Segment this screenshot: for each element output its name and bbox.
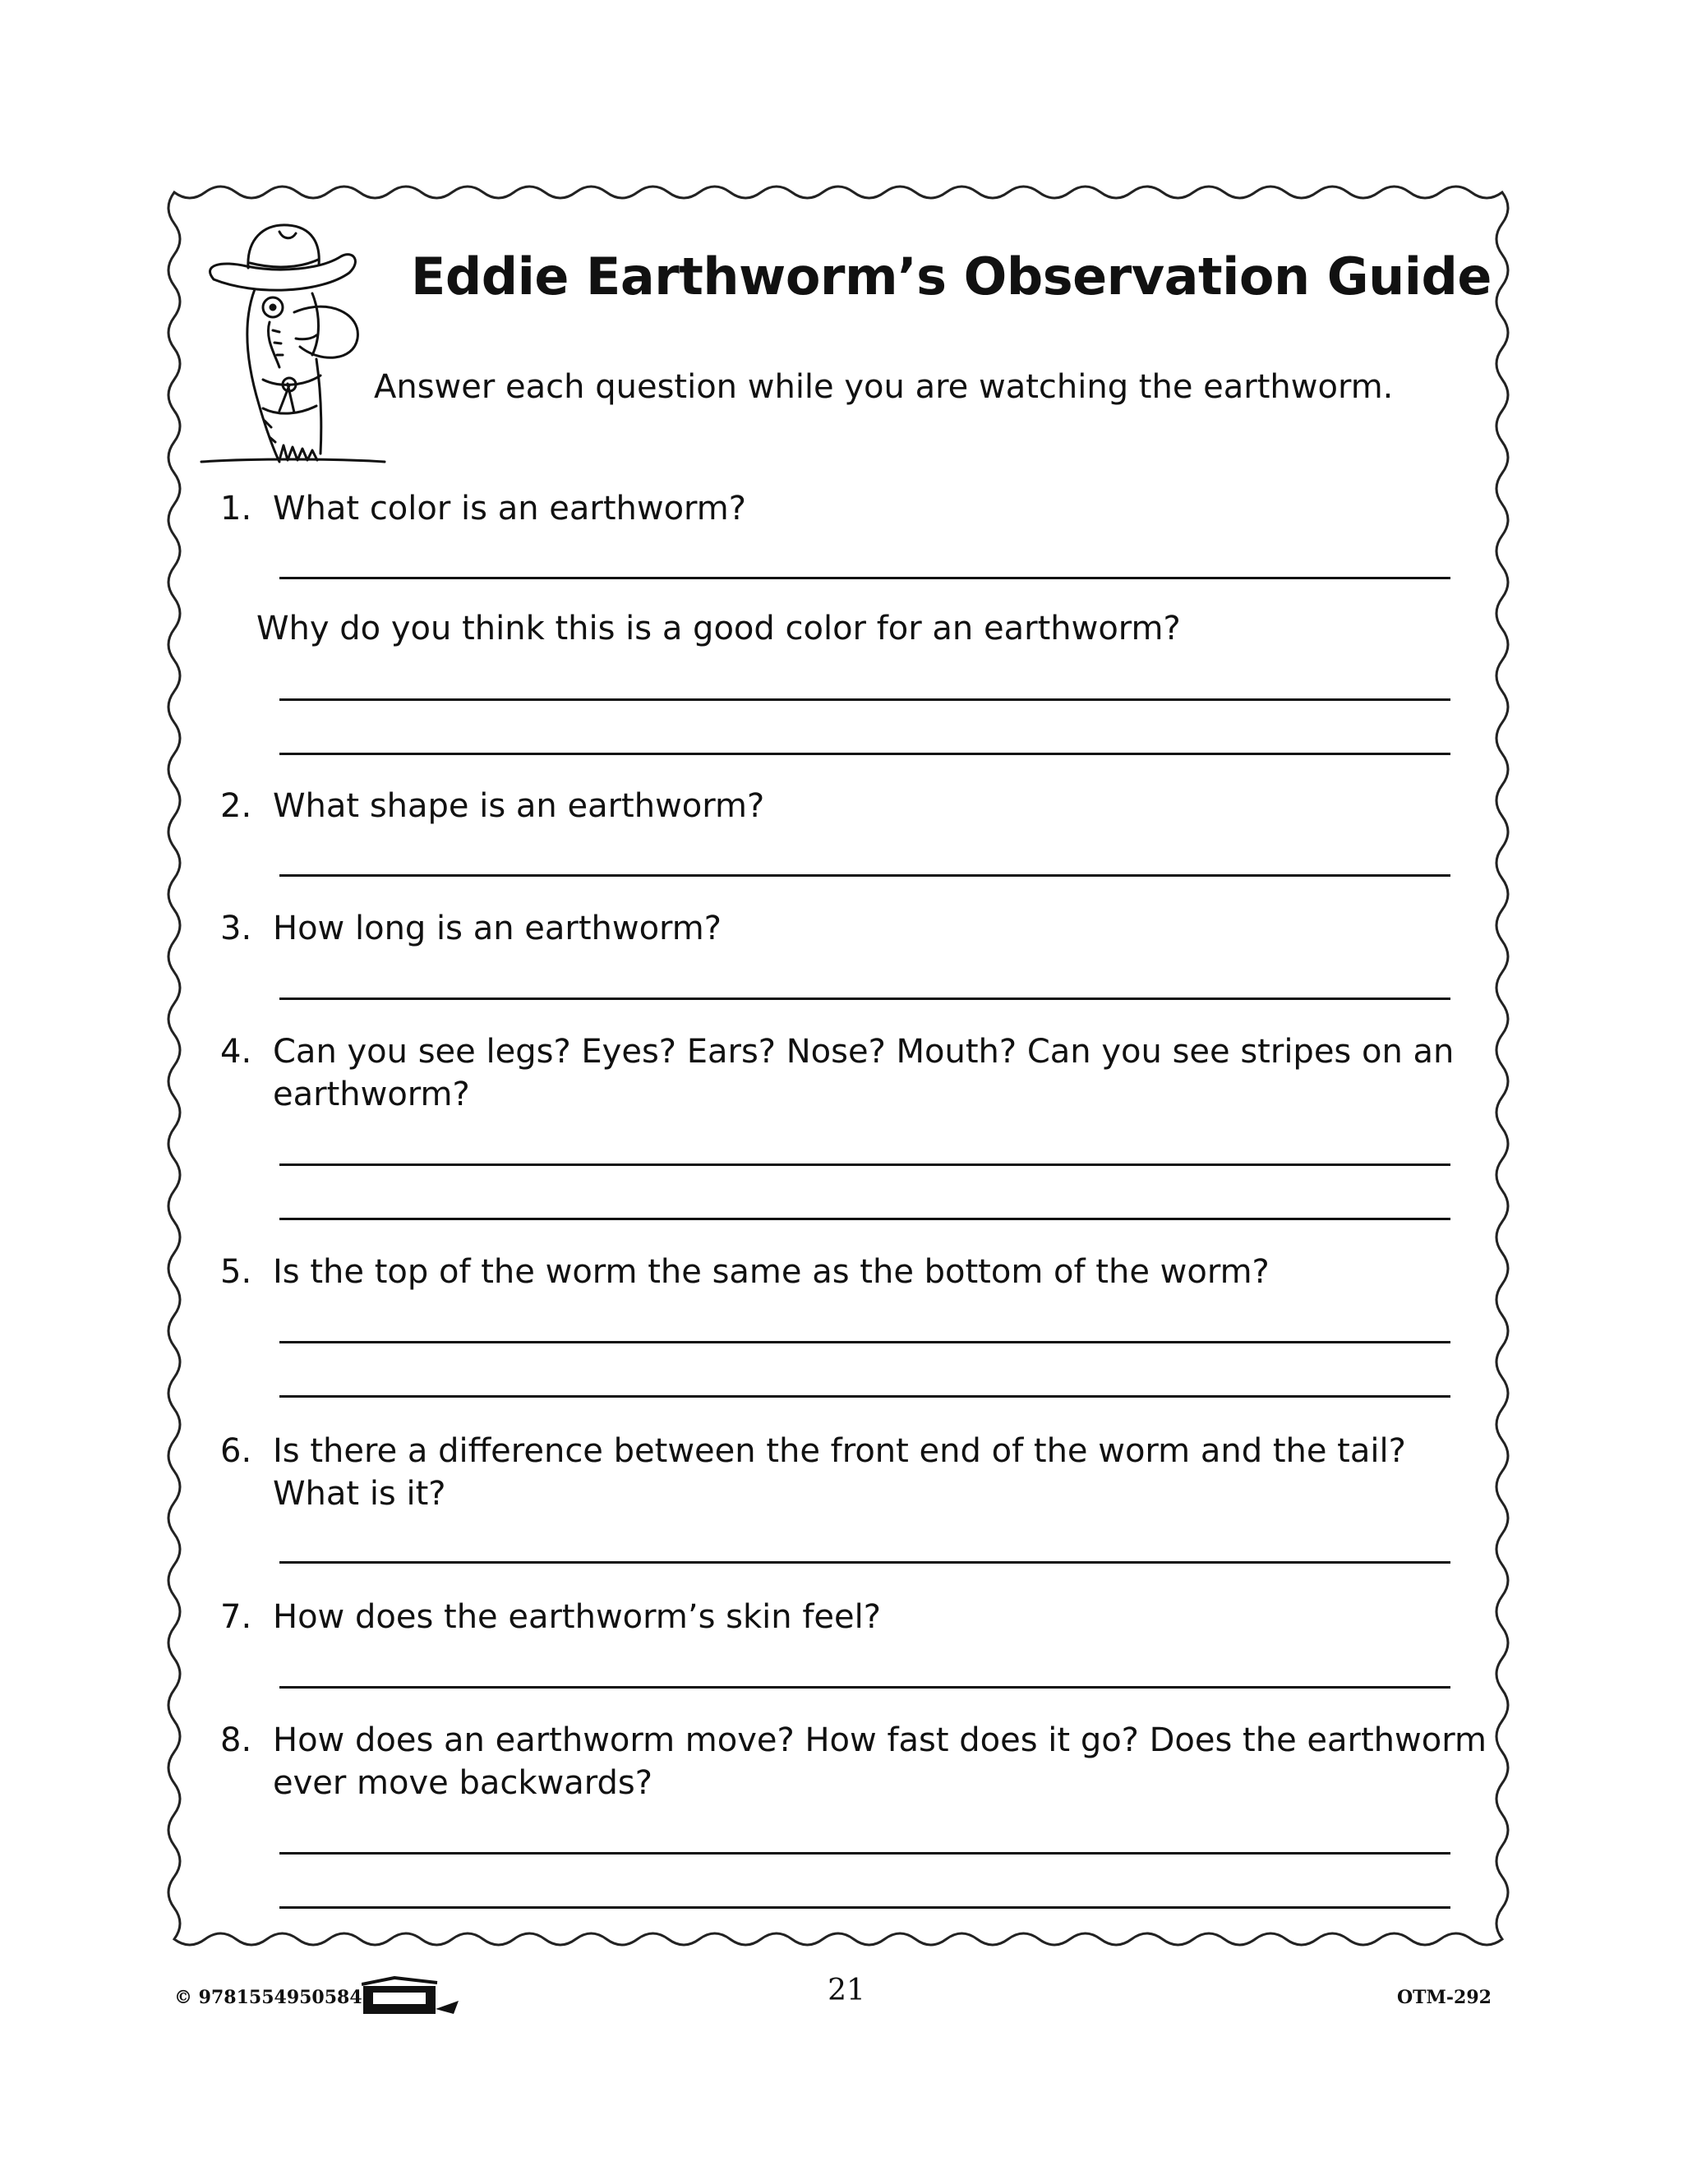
question-text: How does the earthworm’s skin feel? bbox=[273, 1598, 881, 1636]
question-text: Is there a difference between the front end of the worm and the tail? What is it? bbox=[273, 1432, 1406, 1513]
answer-line[interactable] bbox=[279, 1852, 1450, 1855]
question-number: 2. bbox=[220, 787, 252, 825]
instructions-text: Answer each question while you are watching the earthworm. bbox=[374, 368, 1394, 406]
answer-line[interactable] bbox=[279, 1218, 1450, 1220]
question-number: 1. bbox=[220, 490, 252, 528]
question-text: Is the top of the worm the same as the bottom of the worm? bbox=[273, 1253, 1270, 1291]
answer-line[interactable] bbox=[279, 1395, 1450, 1398]
question-text: How does an earthworm move? How fast does it go? Does the earthworm ever move backwards? bbox=[273, 1721, 1487, 1802]
followup-question-text: Why do you think this is a good color for an earthworm? bbox=[256, 610, 1181, 647]
question-text: Can you see legs? Eyes? Ears? Nose? Mouth? Can you see stripes on an earthworm? bbox=[273, 1033, 1455, 1113]
page-number: 21 bbox=[828, 1974, 865, 2007]
answer-line[interactable] bbox=[279, 698, 1450, 701]
photocopier-icon bbox=[362, 1976, 460, 2017]
answer-line[interactable] bbox=[279, 1906, 1450, 1909]
answer-line[interactable] bbox=[279, 1163, 1450, 1166]
question-number: 5. bbox=[220, 1253, 252, 1291]
question-number: 3. bbox=[220, 910, 252, 947]
question-number: 4. bbox=[220, 1033, 252, 1071]
answer-line[interactable] bbox=[279, 1686, 1450, 1689]
earthworm-cowboy-icon bbox=[197, 215, 386, 470]
isbn-copyright: © 9781554950584 bbox=[174, 1987, 362, 2008]
question-text: How long is an earthworm? bbox=[273, 910, 722, 947]
answer-line[interactable] bbox=[279, 577, 1450, 579]
answer-line[interactable] bbox=[279, 1561, 1450, 1564]
answer-line[interactable] bbox=[279, 753, 1450, 755]
page-title: Eddie Earthworm’s Observation Guide bbox=[411, 247, 1492, 306]
answer-line[interactable] bbox=[279, 998, 1450, 1000]
question-number: 7. bbox=[220, 1598, 252, 1636]
answer-line[interactable] bbox=[279, 874, 1450, 877]
answer-line[interactable] bbox=[279, 1341, 1450, 1343]
question-text: What shape is an earthworm? bbox=[273, 787, 765, 825]
question-number: 8. bbox=[220, 1721, 252, 1759]
question-number: 6. bbox=[220, 1432, 252, 1470]
product-code: OTM-292 bbox=[1397, 1987, 1492, 2008]
question-text: What color is an earthworm? bbox=[273, 490, 746, 528]
